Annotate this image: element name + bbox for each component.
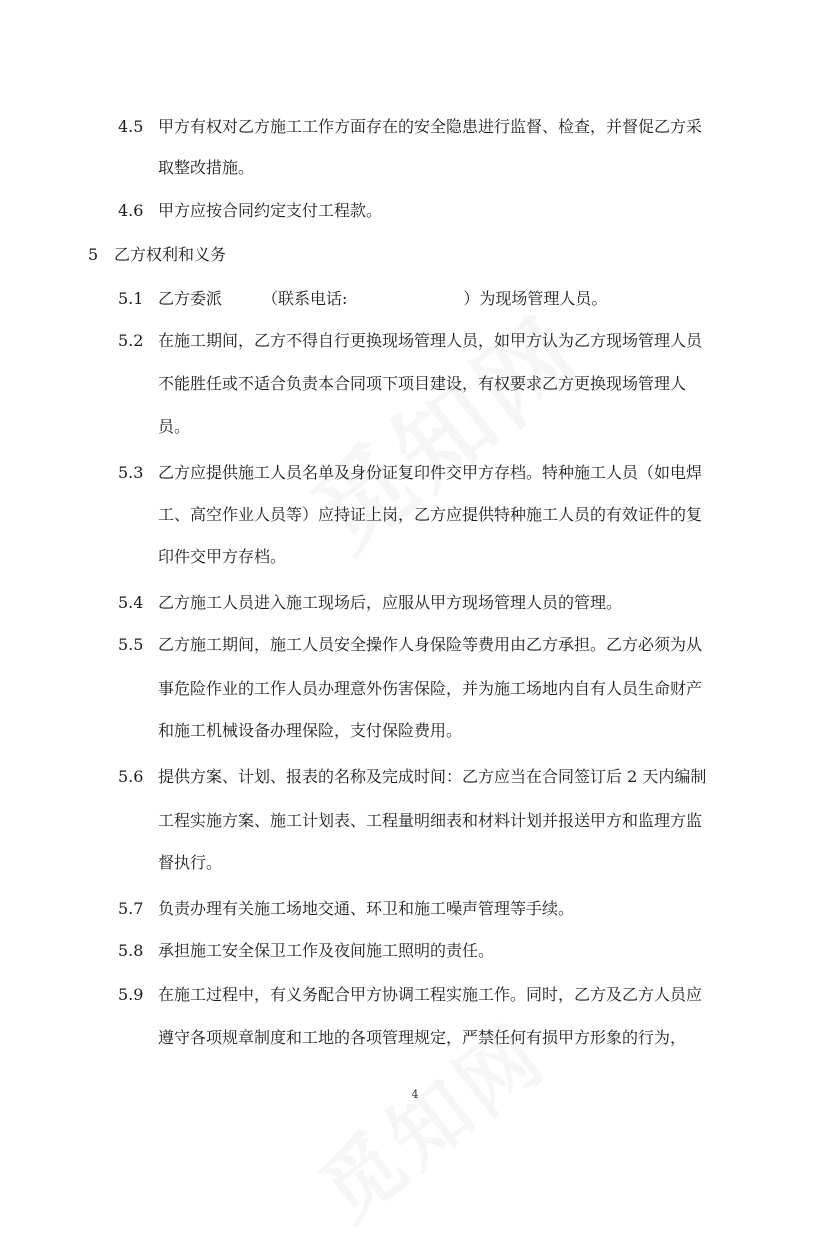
clause-number: 5.1 [118,289,144,308]
clause-text: 甲方应按合同约定支付工程款。 [158,201,383,220]
clause-5-5-line-1 [118,634,702,656]
clause-5-9-line-1 [118,984,702,1006]
clause-5-5-line-3: 和施工机械设备办理保险，支付保险费用。 [158,721,463,740]
clause-number: 5.7 [118,899,144,918]
clause-5-7 [118,898,574,920]
clause-number: 4.6 [118,201,144,220]
page-number: 4 [411,1088,419,1101]
clause-text: 负责办理有关施工场地交通、环卫和施工噪声管理等手续。 [158,899,575,918]
clause-number: 5.2 [118,331,144,350]
clause-5-3-line-2: 工、高空作业人员等）应持证上岗，乙方应提供特种施工人员的有效证件的复 [158,505,703,524]
clause-4-5-line-1 [118,116,702,138]
section-number: 5 [88,245,99,264]
clause-number: 5.5 [118,635,144,654]
clause-5-3-line-3: 印件交甲方存档。 [158,547,287,566]
clause-5-8 [118,940,494,962]
clause-text: 在施工过程中，有义务配合甲方协调工程实施工作。同时，乙方及乙方人员应 [158,985,703,1004]
clause-text: 提供方案、计划、报表的名称及完成时间：乙方应当在合同签订后 2 天内编制 [158,767,707,786]
clause-5-4 [118,592,622,614]
clause-4-5-line-2: 取整改措施。 [158,158,255,177]
clause-text-part-1: 乙方委派 [158,289,223,308]
clause-number: 5.8 [118,941,144,960]
clause-5-6-line-3: 督执行。 [158,853,223,872]
section-5-heading [88,244,226,266]
clause-5-2-line-3: 员。 [158,417,191,436]
clause-5-5-line-2: 事危险作业的工作人员办理意外伤害保险，并为施工场地内自有人员生命财产 [158,679,703,698]
clause-5-2-line-1 [118,330,702,352]
clause-5-2-line-2: 不能胜任或不适合负责本合同项下项目建设，有权要求乙方更换现场管理人 [158,374,687,393]
clause-number: 5.6 [118,767,144,786]
clause-text-part-3: ）为现场管理人员。 [463,289,608,308]
clause-5-9-line-2: 遵守各项规章制度和工地的各项管理规定，严禁任何有损甲方形象的行为， [158,1028,687,1047]
clause-text: 甲方有权对乙方施工工作方面存在的安全隐患进行监督、检查，并督促乙方采 [158,117,703,136]
clause-text: 乙方施工人员进入施工现场后，应服从甲方现场管理人员的管理。 [158,593,623,612]
clause-5-1 [118,288,607,310]
clause-4-6 [118,200,382,222]
clause-text: 乙方应提供施工人员名单及身份证复印件交甲方存档。特种施工人员（如电焊 [158,463,703,482]
clause-text-part-2: （联系电话: [262,289,348,308]
clause-text: 乙方施工期间，施工人员安全操作人身保险等费用由乙方承担。乙方必须为从 [158,635,703,654]
clause-5-3-line-1 [118,462,702,484]
clause-text: 在施工期间，乙方不得自行更换现场管理人员，如甲方认为乙方现场管理人员 [158,331,703,350]
clause-number: 5.3 [118,463,144,482]
clause-5-6-line-1 [118,766,706,788]
clause-5-6-line-2: 工程实施方案、施工计划表、工程量明细表和材料计划并报送甲方和监理方监 [158,811,703,830]
section-title: 乙方权利和义务 [114,245,227,264]
clause-number: 5.4 [118,593,144,612]
clause-number: 5.9 [118,985,144,1004]
clause-text: 承担施工安全保卫工作及夜间施工照明的责任。 [158,941,495,960]
clause-number: 4.5 [118,117,144,136]
watermark [280,280,608,576]
